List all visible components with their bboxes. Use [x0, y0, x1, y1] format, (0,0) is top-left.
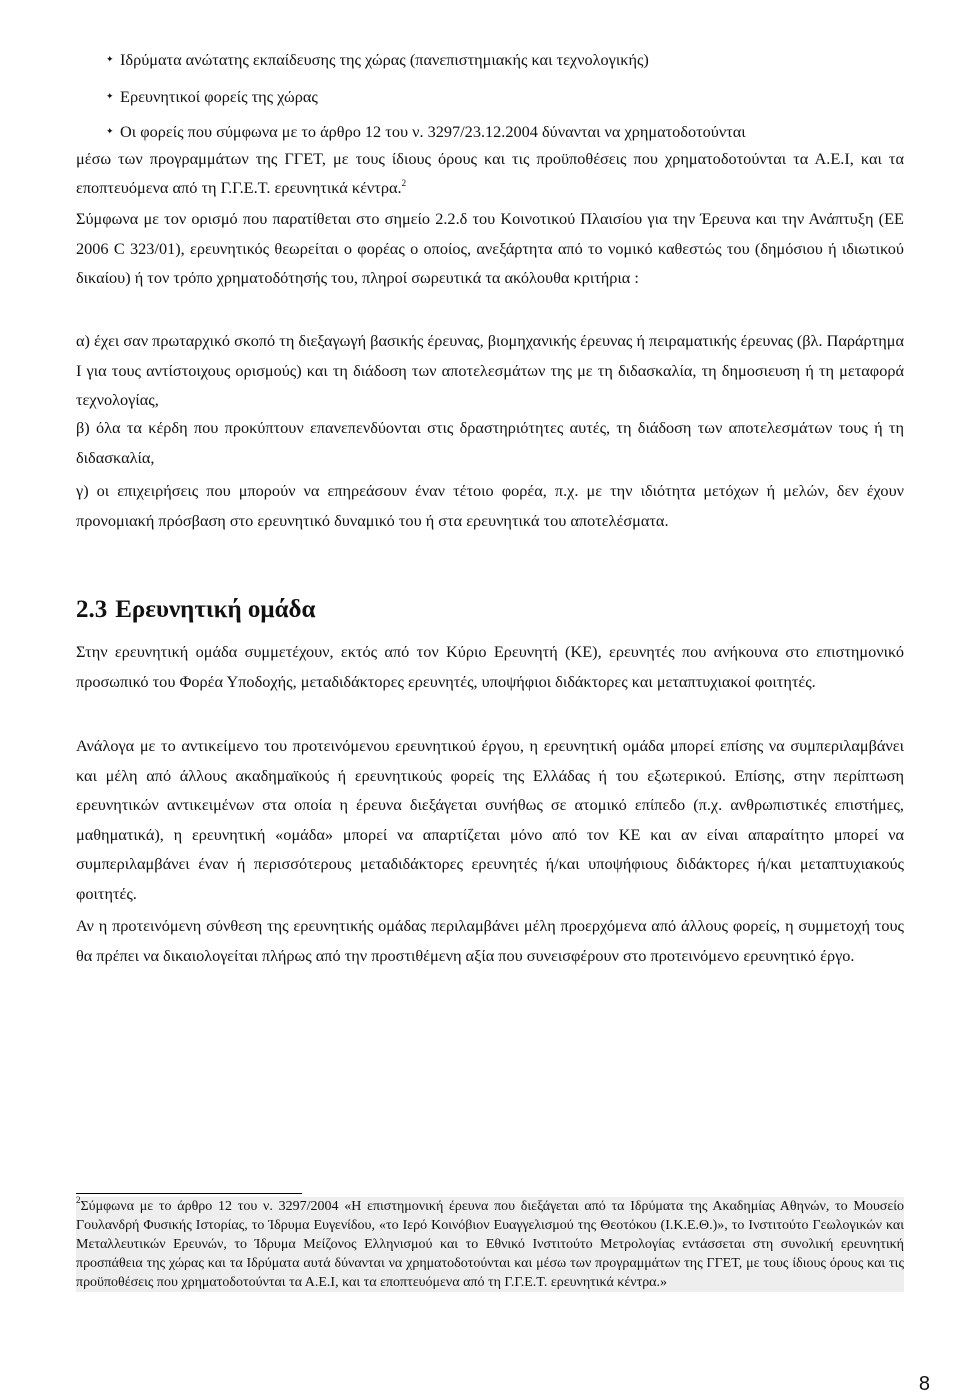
criterion-c: γ) οι επιχειρήσεις που μπορούν να επηρεάσουν έναν τέτοιο φορέα, π.χ. με την ιδιότητα μετόχων ή μελών, δεν έχουν προνομιακή πρόσβαση στο ερευνητικό δυναμικό του ή στα ερευνητικά του αποτελέσματα. — [76, 481, 904, 530]
definition-paragraph: Σύμφωνα με τον ορισμό που παρατίθεται στο σημείο 2.2.δ του Κοινοτικού Πλαισίου για την Έρευνα και την Ανάπτυξη (ΕΕ 2006 C 323/01), ερευνητικός θεωρείται ο φορέας ο οποίος, ανεξάρτητα από το νομικό καθεστώς του (δημόσιου ή ιδιωτικού δικαίου) ή τον τρόπο χρηματοδότησής του, πληροί σωρευτικά τα ακόλουθα κριτήρια : — [76, 209, 904, 287]
bullet-text: Οι φορείς που σύμφωνα με το άρθρο 12 του ν. 3297/23.12.2004 δύνανται να χρηματοδοτούνται — [120, 122, 746, 141]
footnote-separator — [76, 1193, 302, 1194]
section-paragraph: Αν η προτεινόμενη σύνθεση της ερευνητικής ομάδας περιλαμβάνει μέλη προερχόμενα από άλλους φορείς, η συμμετοχή τους θα πρέπει να δικαιολογείται πλήρως από την προστιθέμενη αξία που συνεισφέρουν στο προτεινόμενο ερευνητικό έργο. — [76, 916, 904, 965]
bullet-icon: ✦ — [106, 91, 114, 101]
footnote-reference: 2 — [401, 178, 407, 188]
footnote — [76, 1197, 904, 1292]
bullet-continuation-text: μέσω των προγραμμάτων της ΓΓΕΤ, με τους ίδιους όρους και τις προϋποθέσεις που χρηματοδοτούνται τα Α.Ε.Ι, και τα εποπτευόμενα από τη Γ.Γ.Ε.Τ. ερευνητικά κέντρα. — [76, 149, 904, 197]
section-heading — [76, 592, 315, 628]
bullet-item — [106, 85, 318, 108]
page-number: 8 — [918, 1373, 930, 1395]
section-paragraph: Ανάλογα με το αντικείμενο του προτεινόμενου ερευνητικού έργου, η ερευνητική ομάδα μπορεί επίσης να συμπεριλαμβάνει και μέλη από άλλους ακαδημαϊκούς ή ερευνητικούς φορείς της Ελλάδας ή του εξωτερικού. Επίσης, στην περίπτωση ερευνητικών αντικειμένων στα οποία η έρευνα διεξάγεται συνήθως σε ατομικό επίπεδο (π.χ. ανθρωπιστικές επιστήμες, μαθηματικά), η ερευνητική «ομάδα» μπορεί να απαρτίζεται μόνο από τον ΚΕ και αν είναι απαραίτητο μπορεί να συμπεριλαμβάνει έναν ή περισσότερους μεταδιδάκτορες ερευνητές ή/και υποψήφιους διδάκτορες ή/και μεταπτυχιακούς φοιτητές. — [76, 736, 904, 903]
bullet-continuation — [76, 144, 904, 202]
bullet-icon: ✦ — [106, 126, 114, 136]
bullet-icon: ✦ — [106, 54, 114, 64]
section-title: Ερευνητική ομάδα — [115, 596, 316, 623]
bullet-item — [106, 48, 649, 71]
bullet-text: Ερευνητικοί φορείς της χώρας — [120, 87, 318, 106]
criterion-b: β) όλα τα κέρδη που προκύπτουν επανεπενδύονται στις δραστηριότητες αυτές, τη διάδοση των αποτελεσμάτων τους ή τη διδασκαλία, — [76, 418, 904, 467]
criterion-a: α) έχει σαν πρωταρχικό σκοπό τη διεξαγωγή βασικής έρευνας, βιομηχανικής έρευνας ή πειραματικής έρευνας (βλ. Παράρτημα Ι για τους αντίστοιχους ορισμούς) και τη διάδοση των αποτελεσμάτων της με τη διδασκαλία, τη δημοσιευση ή τη μεταφορά τεχνολογίας, — [76, 331, 904, 409]
footnote-text: Σύμφωνα με το άρθρο 12 του ν. 3297/2004 «Η επιστημονική έρευνα που διεξάγεται από τα Ιδρύματα της Ακαδημίας Αθηνών, το Μουσείο Γουλανδρή Φυσικής Ιστορίας, το Ίδρυμα Ευγενίδου, «το Ιερό Κοινόβιον Ευαγγελισμού της Θεοτόκου (Ι.Κ.Ε.Θ.)», το Ινστιτούτο Γεωλογικών και Μεταλλευτικών Ερευνών, το Ίδρυμα Μείζονος Ελληνισμού και το Εθνικό Ινστιτούτο Μετρολογίας εντάσσεται στη συνολική ερευνητική προσπάθεια της χώρας και τα Ιδρύματα αυτά δύνανται να χρηματοδοτούνται και μέσω των προγραμμάτων της ΓΓΕΤ, με τους ίδιους όρους και τις προϋποθέσεις που χρηματοδοτούνται τα Α.Ε.Ι, και τα εποπτευόμενα από τη Γ.Γ.Ε.Τ. ερευνητικά κέντρα.» — [76, 1199, 904, 1290]
footnote-number: 2 — [76, 1195, 81, 1205]
bullet-item — [106, 120, 746, 143]
bullet-text: Ιδρύματα ανώτατης εκπαίδευσης της χώρας (πανεπιστημιακής και τεχνολογικής) — [120, 50, 649, 69]
section-paragraph: Στην ερευνητική ομάδα συμμετέχουν, εκτός από τον Κύριο Ερευνητή (ΚΕ), ερευνητές που ανήκουνα στο επιστημονικό προσωπικό του Φορέα Υποδοχής, μεταδιδάκτορες ερευνητές, υποψήφιοι διδάκτορες και μεταπτυχιακοί φοιτητές. — [76, 642, 904, 691]
section-number: 2.3 — [76, 596, 108, 623]
